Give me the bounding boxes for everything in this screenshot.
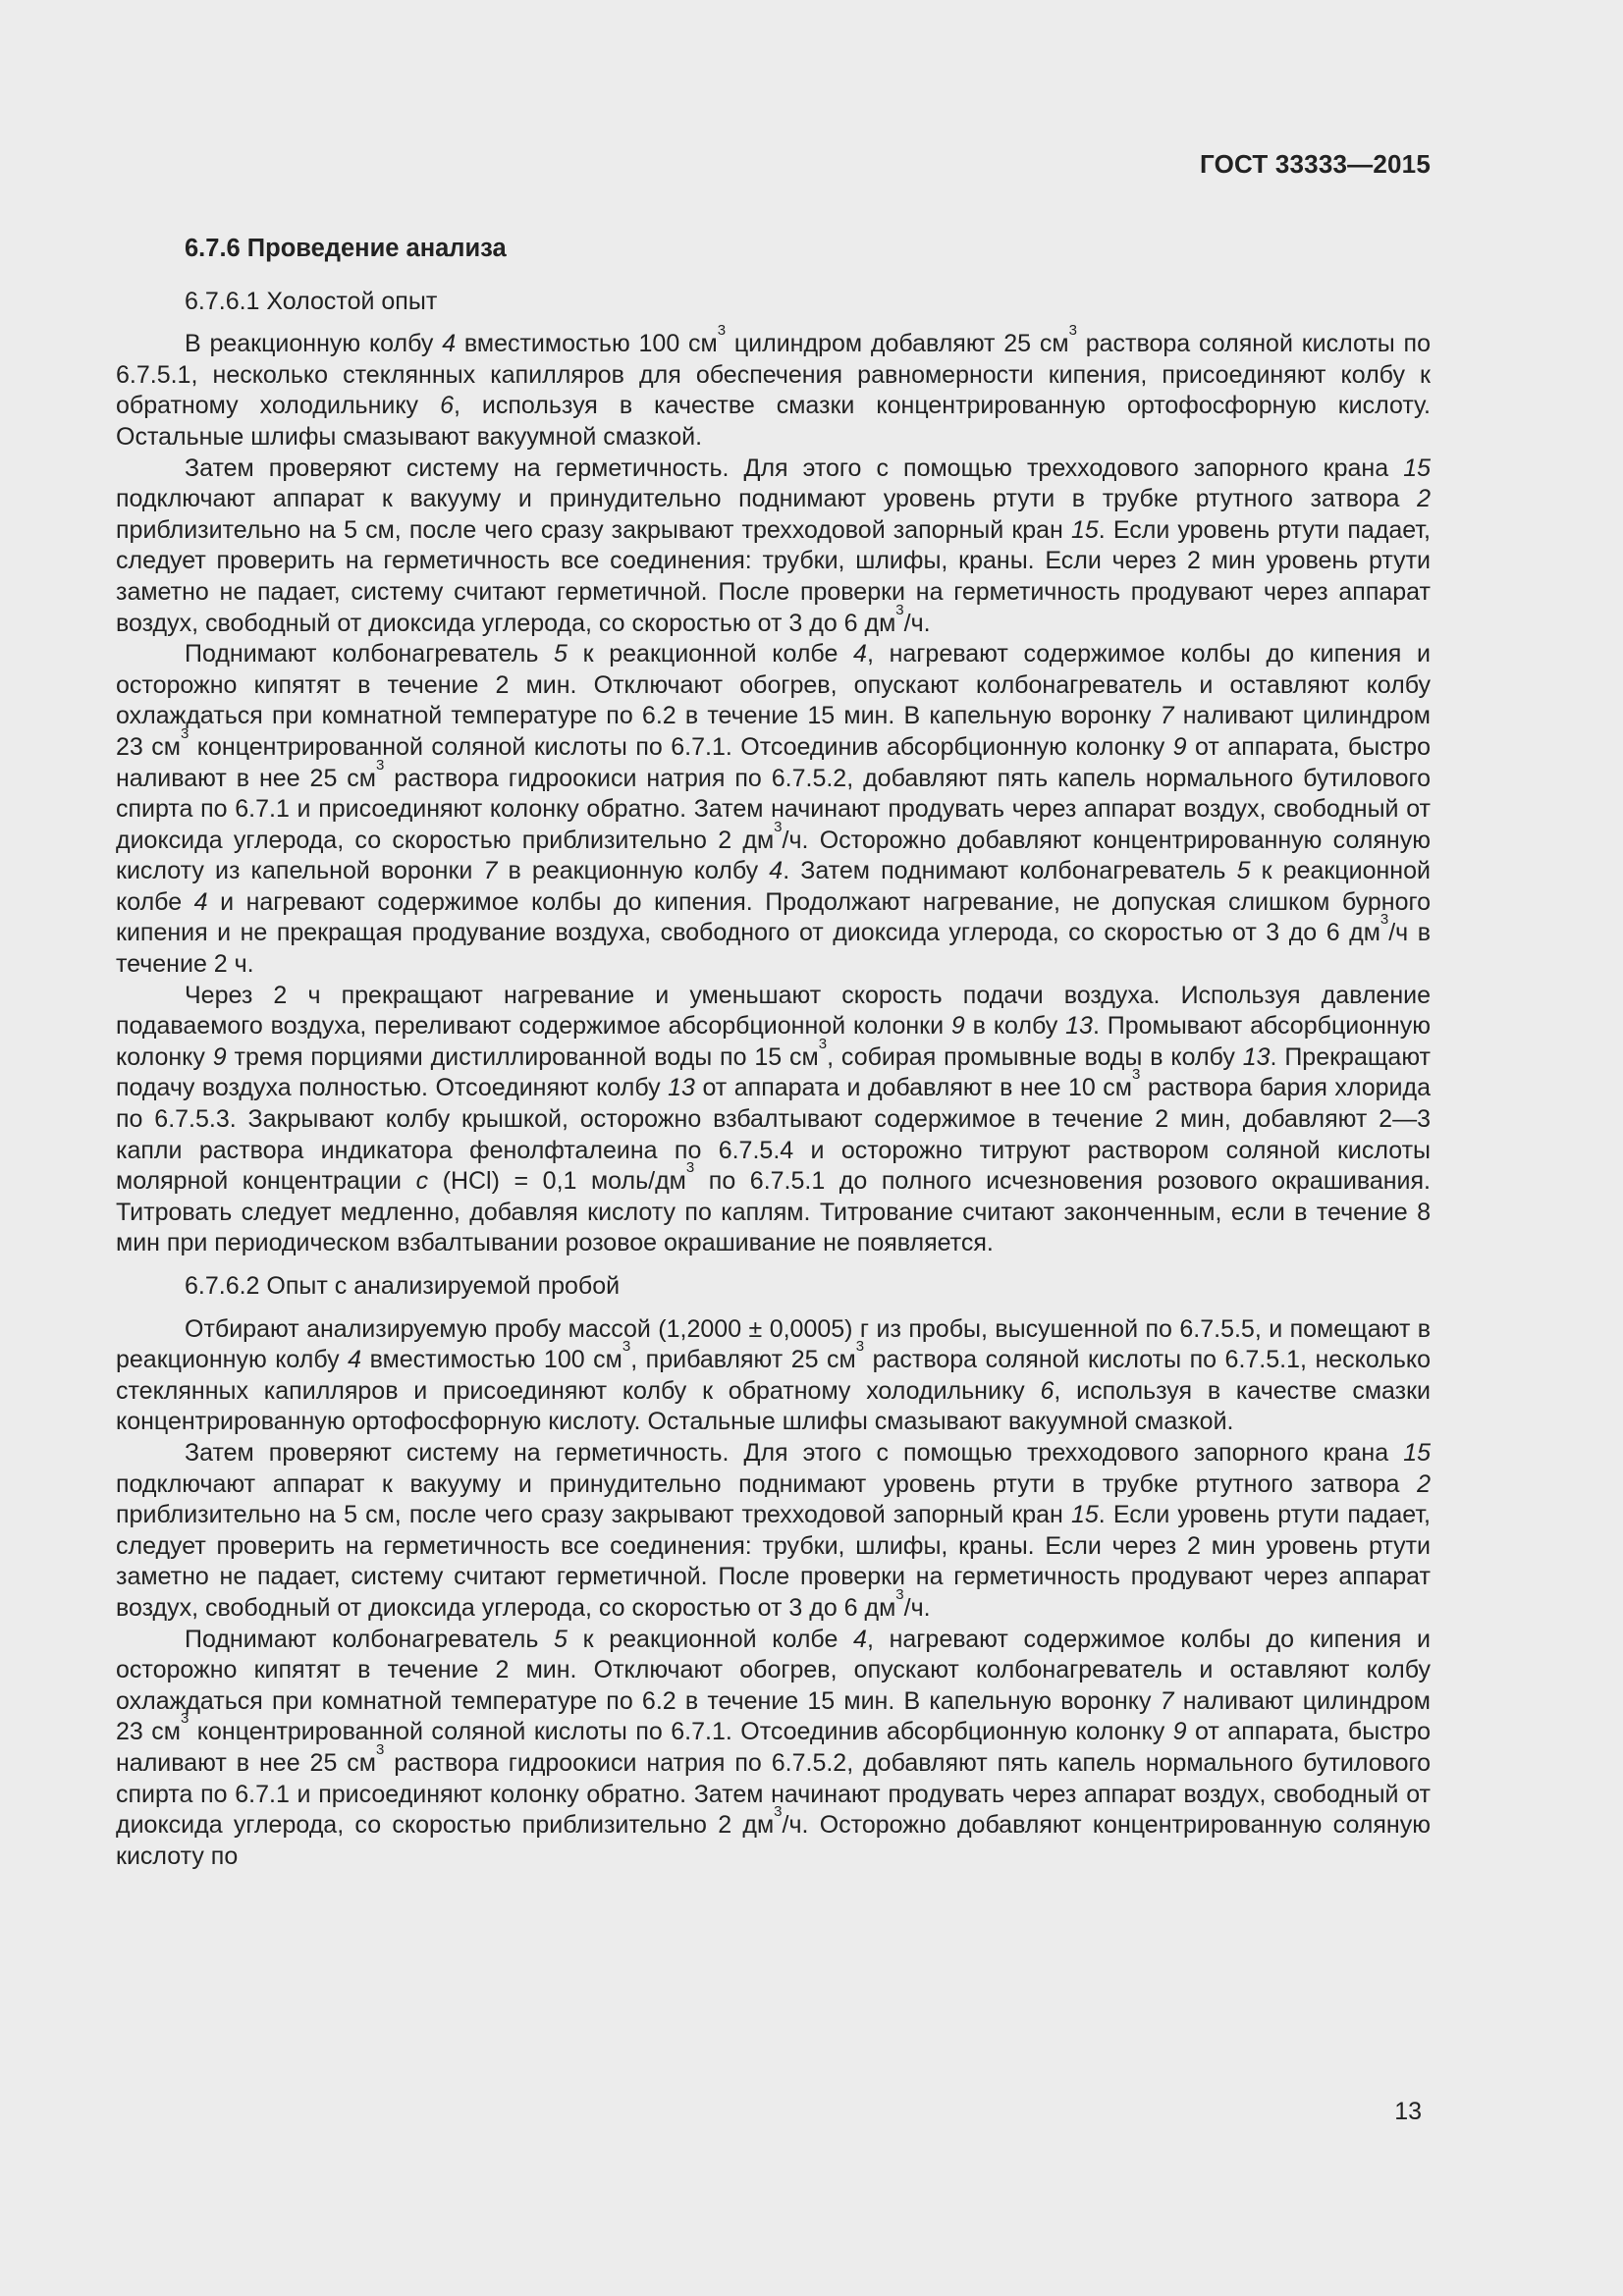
subsection-heading-blank: 6.7.6.1 Холостой опыт [185,287,438,315]
superscript: 3 [685,1159,695,1177]
paragraph-sample-1: Отбирают анализируемую пробу массой (1,2000 ± 0,0005) г из пробы, высушенной по 6.7.5.5, и помещают в реакционную колбу 4 вместимостью 100 $см^3$, прибавляют 25 $см^3$ раствора соляной кислоты по 6.7.5.1, несколько стеклянных капилляров и присоединяют колбу к обратному холодильнику 6, используя в качестве смазки концентрированную ортофосфорную кислоту. Остальные шлифы смазывают вакуумной смазкой. [116,1314,1431,1436]
document-id-header: ГОСТ 33333—2015 [1200,149,1431,179]
superscript: 3 [376,756,385,774]
superscript: 3 [180,724,189,742]
paragraph-sample-3: Поднимают колбонагреватель 5 к реакционной колбе 4, нагревают содержимое колбы до кипения и осторожно кипятят в течение 2 мин. Отключают обогрев, опускают колбонагреватель и оставляют колбу охлаждаться при комнатной температуре по 6.2 в течение 15 мин. В капельную воронку 7 наливают цилиндром 23 $см^3$ концентрированной соляной кислоты по 6.7.1. Отсоединив абсорбционную колонку 9 от аппарата, быстро наливают в нее 25 $см^3$ раствора гидроокиси натрия по 6.7.5.2, добавляют пять капель нормального бутилового спирта по 6.7.1 и присоединяют колонку обратно. Затем начинают продувать через аппарат воздух, свободный от диоксида углерода, со скоростью приблизительно 2 $дм^3/ч$. Осторожно добавляют концентрированную соляную кислоту по [116,1625,1431,1870]
superscript: 3 [774,818,783,835]
page-number: 13 [1394,2098,1422,2125]
superscript: 3 [855,1338,865,1356]
superscript: 3 [895,601,904,618]
superscript: 3 [895,1585,904,1603]
superscript: 3 [1131,1066,1141,1084]
superscript: 3 [1380,911,1389,929]
page-content [116,234,1431,1872]
superscript: 3 [1068,322,1077,340]
superscript: 3 [622,1338,631,1356]
paragraph-blank-4: Через 2 ч прекращают нагревание и уменьшают скорость подачи воздуха. Используя давление подаваемого воздуха, переливают содержимое абсорбционной колонки 9 в колбу 13. Промывают абсорбционную колонку 9 тремя порциями дистиллированной воды по 15 $см^3$, собирая промывные воды в колбу 13. Прекращают подачу воздуха полностью. Отсоединяют колбу 13 от аппарата и добавляют в нее 10 $см^3$ раствора бария хлорида по 6.7.5.3. Закрывают колбу крышкой, осторожно взбалтывают содержимое в течение 2 мин, добавляют 2—3 капли раствора индикатора фенолфталеина по 6.7.5.4 и осторожно титруют раствором соляной кислоты молярной концентрации c (HCl) = 0,1 моль/$дм^3$ по 6.7.5.1 до полного исчезновения розового окрашивания. Титровать следует медленно, добавляя кислоту по каплям. Титрование считают законченным, если в течение 8 мин при периодическом взбалтывании розовое окрашивание не появляется. [116,981,1431,1257]
superscript: 3 [774,1803,783,1821]
paragraph-blank-1: В реакционную колбу 4 вместимостью 100 $см^3$ цилиндром добавляют 25 $см^3$ раствора соляной кислоты по 6.7.5.1, несколько стеклянных капилляров для обеспечения равномерности кипения, присоединяют колбу к обратному холодильнику 6, используя в качестве смазки концентрированную ортофосфорную кислоту. Остальные шлифы смазывают вакуумной смазкой. [116,322,1431,451]
paragraph-blank-2: Затем проверяют систему на герметичность. Для этого с помощью трехходового запорного крана 15 подключают аппарат к вакууму и принудительно поднимают уровень ртути в трубке ртутного затвора 2 приблизительно на 5 см, после чего сразу закрывают трехходовой запорный кран 15. Если уровень ртути падает, следует проверить на герметичность все соединения: трубки, шлифы, краны. Если через 2 мин уровень ртути заметно не падает, систему считают герметичной. После проверки на герметичность продувают через аппарат воздух, свободный от диоксида углерода, со скоростью от 3 до 6 $дм^3/ч$. [116,454,1432,637]
superscript: 3 [376,1740,385,1758]
paragraph-blank-3: Поднимают колбонагреватель 5 к реакционной колбе 4, нагревают содержимое колбы до кипения и осторожно кипятят в течение 2 мин. Отключают обогрев, опускают колбонагреватель и оставляют колбу охлаждаться при комнатной температуре по 6.2 в течение 15 мин. В капельную воронку 7 наливают цилиндром 23 $см^3$ концентрированной соляной кислоты по 6.7.1. Отсоединив абсорбционную колонку 9 от аппарата, быстро наливают в нее 25 $см^3$ раствора гидроокиси натрия по 6.7.5.2, добавляют пять капель нормального бутилового спирта по 6.7.1 и присоединяют колонку обратно. Затем начинают продувать через аппарат воздух, свободный от диоксида углерода, со скоростью приблизительно 2 $дм^3/ч$. Осторожно добавляют концентрированную соляную кислоту из капельной воронки 7 в реакционную колбу 4. Затем поднимают колбонагреватель 5 к реакционной колбе 4 и нагревают содержимое колбы до кипения. Продолжают нагревание, не допуская слишком бурного кипения и не прекращая продувание воздуха, свободного от диоксида углерода, со скоростью от 3 до 6 $дм^3/ч$ в течение 2 ч. [116,640,1431,979]
superscript: 3 [717,322,727,340]
subsection-heading-sample: 6.7.6.2 Опыт с анализируемой пробой [185,1272,621,1300]
paragraph-sample-2: Затем проверяют систему на герметичность. Для этого с помощью трехходового запорного крана 15 подключают аппарат к вакууму и принудительно поднимают уровень ртути в трубке ртутного затвора 2 приблизительно на 5 см, после чего сразу закрывают трехходовой запорный кран 15. Если уровень ртути падает, следует проверить на герметичность все соединения: трубки, шлифы, краны. Если через 2 мин уровень ртути заметно не падает, систему считают герметичной. После проверки на герметичность продувают через аппарат воздух, свободный от диоксида углерода, со скоростью от 3 до 6 $дм^3/ч$. [116,1438,1432,1622]
section-heading: 6.7.6 Проведение анализа [185,235,507,262]
superscript: 3 [180,1710,189,1728]
superscript: 3 [818,1035,828,1052]
